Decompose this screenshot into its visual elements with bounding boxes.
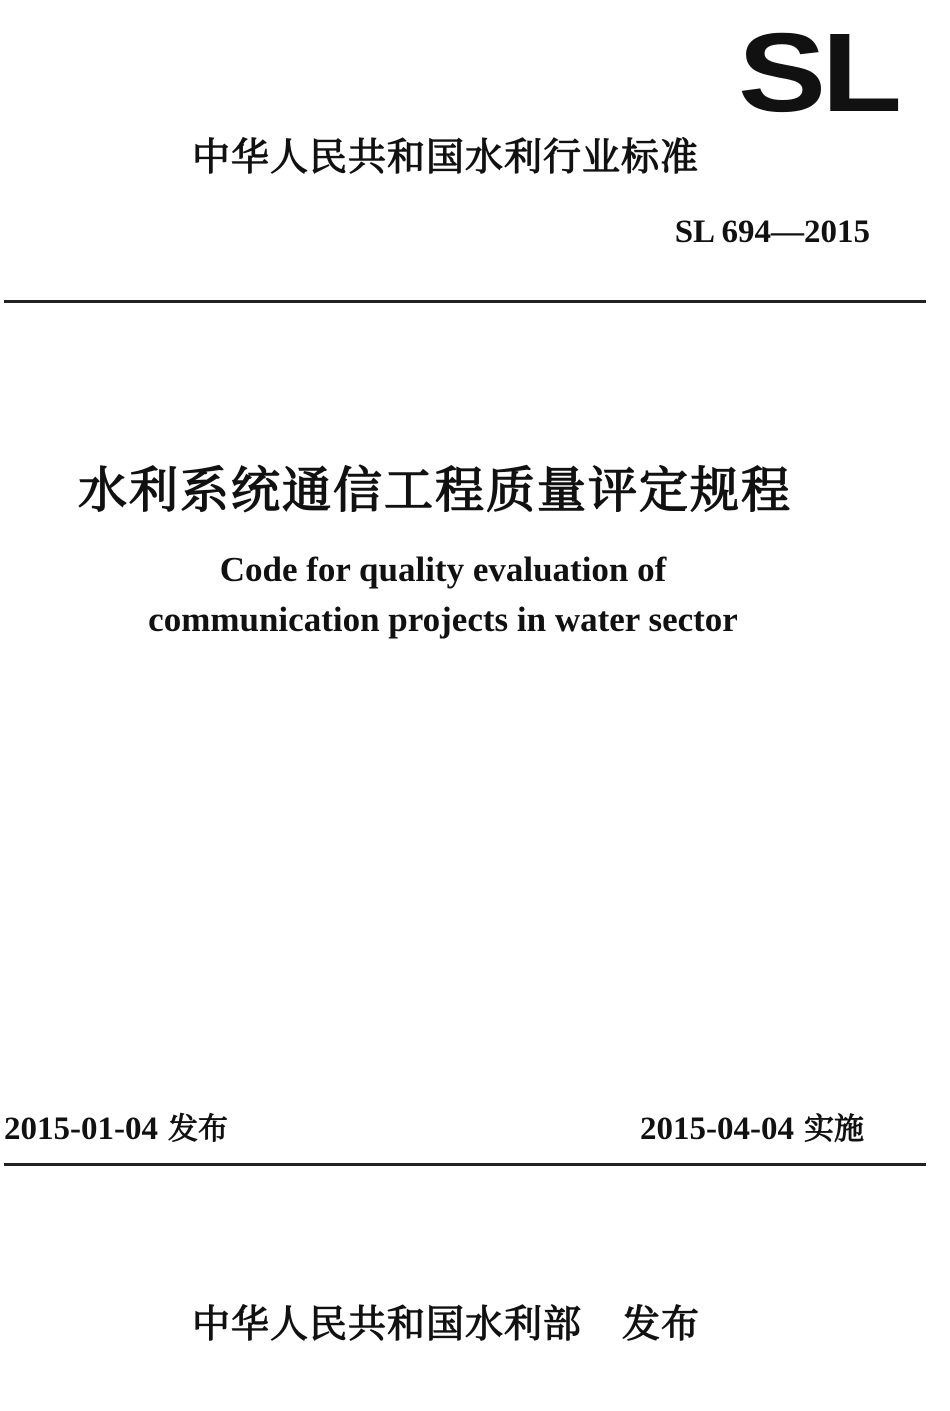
bottom-divider: [4, 1163, 926, 1166]
publisher-block: [192, 1293, 700, 1348]
issue-date-block: [4, 1104, 228, 1148]
standard-category: 中华人民共和国水利行业标准: [192, 135, 700, 179]
effective-date-block: [640, 1104, 864, 1148]
title-chinese: 水利系统通信工程质量评定规程: [78, 462, 793, 519]
standard-code: SL 694—2015: [674, 214, 870, 250]
publisher-action: 发布: [622, 1302, 701, 1346]
title-english-line-2: communication projects in water sector: [148, 600, 738, 639]
title-english-line-1: Code for quality evaluation of: [219, 550, 667, 589]
sl-logo: SL: [738, 10, 898, 135]
publisher-name: 中华人民共和国水利部: [192, 1302, 583, 1346]
issue-date: 2015-01-04: [4, 1111, 158, 1147]
effective-date: 2015-04-04: [640, 1111, 794, 1147]
issue-label: 发布: [167, 1112, 228, 1147]
top-divider: [4, 300, 926, 303]
effective-label: 实施: [803, 1112, 864, 1147]
